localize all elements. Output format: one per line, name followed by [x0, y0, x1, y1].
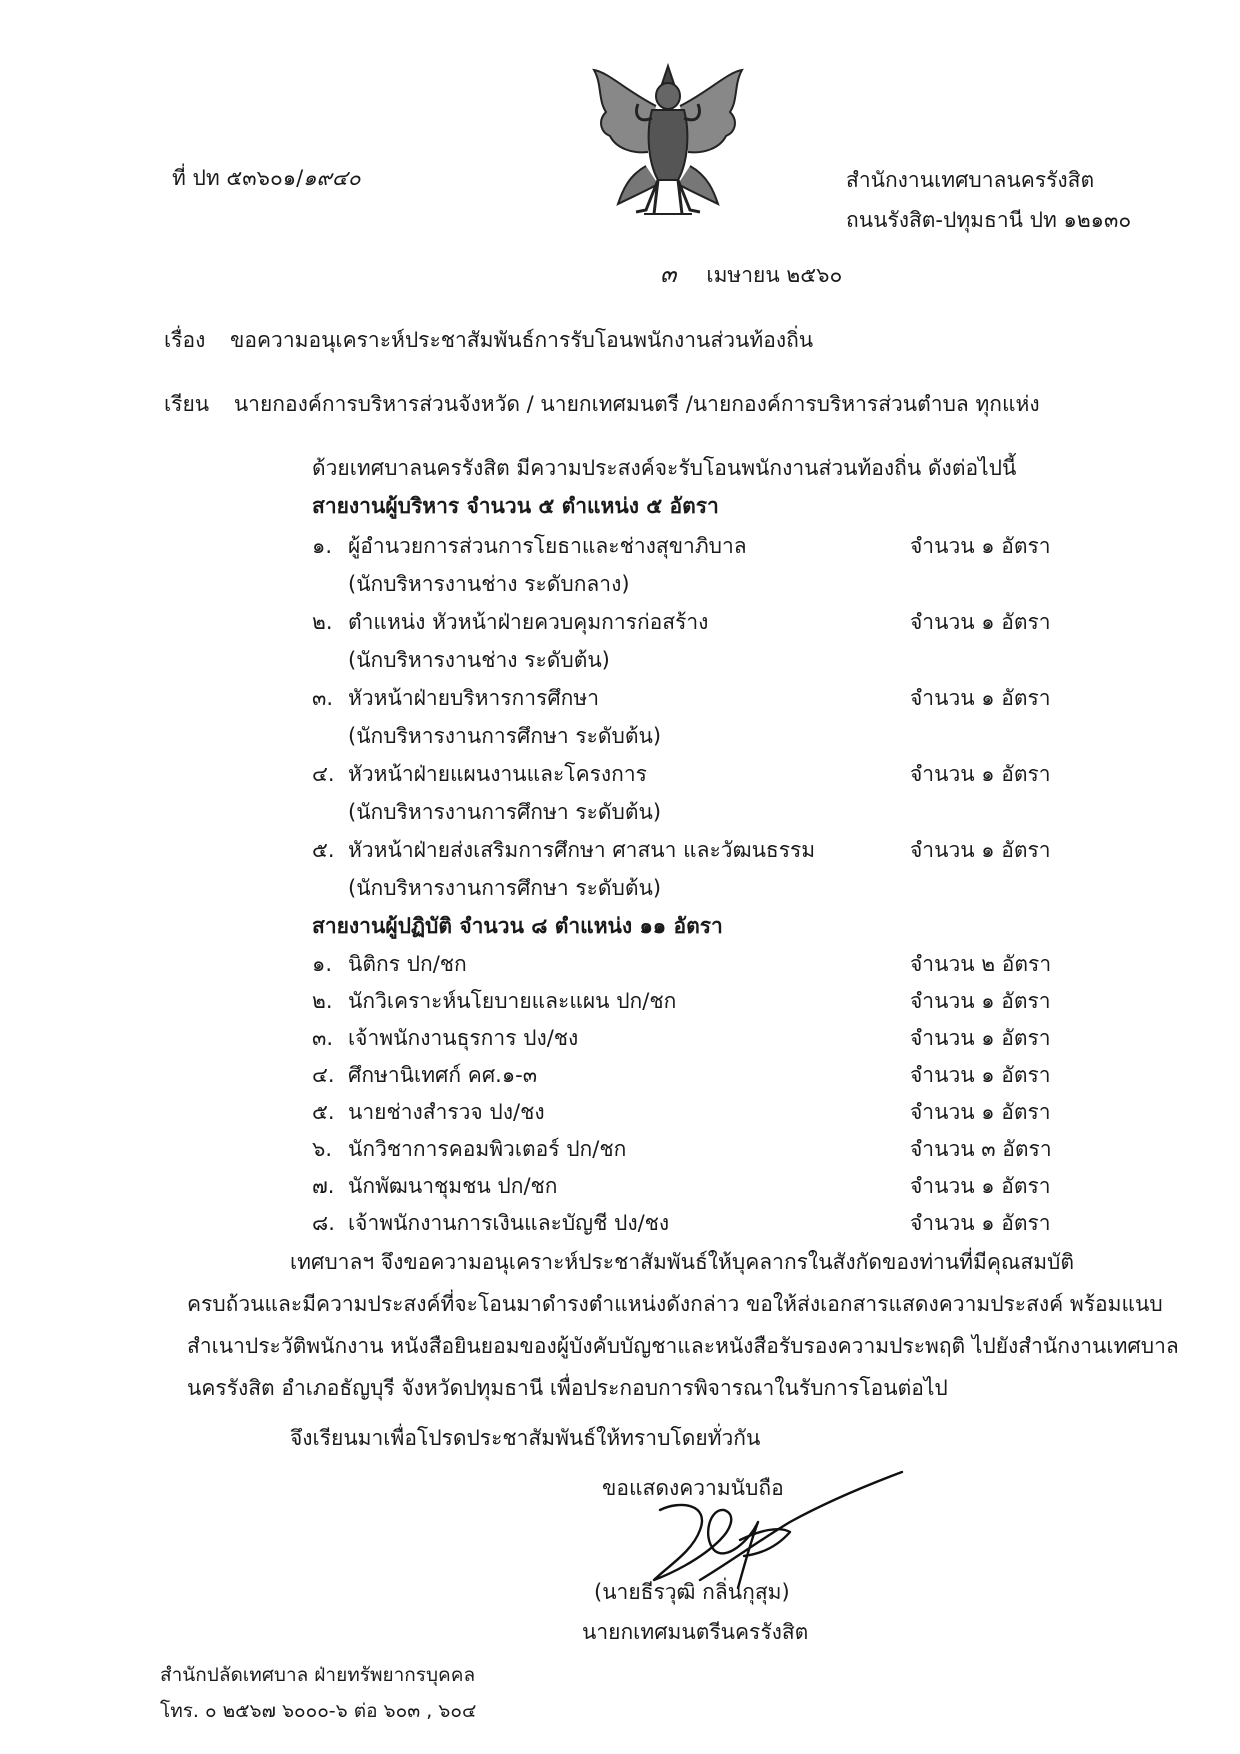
executive-section-heading: สายงานผู้บริหาร จำนวน ๕ ตำแหน่ง ๕ อัตรา [312, 494, 719, 518]
position-count: จำนวน ๑ อัตรา [910, 1211, 1051, 1235]
position-count: จำนวน ๑ อัตรา [910, 989, 1051, 1013]
position-number: ๓. [312, 1026, 334, 1050]
position-count: จำนวน ๑ อัตรา [910, 686, 1051, 710]
position-count: จำนวน ๑ อัตรา [910, 1100, 1051, 1124]
position-number: ๗. [312, 1174, 335, 1198]
position-count: จำนวน ๑ อัตรา [910, 1063, 1051, 1087]
position-count: จำนวน ๓ อัตรา [910, 1137, 1052, 1161]
operational-section-heading: สายงานผู้ปฏิบัติ จำนวน ๘ ตำแหน่ง ๑๑ อัตรา [312, 914, 723, 938]
subject-label: เรื่อง [164, 328, 206, 352]
closing-line: จึงเรียนมาเพื่อโปรดประชาสัมพันธ์ให้ทราบโดยทั่วกัน [290, 1426, 761, 1450]
position-number: ๑. [312, 534, 333, 558]
paragraph-line: นครรังสิต อำเภอธัญบุรี จังหวัดปทุมธานี เพื่อประกอบการพิจารณาในรับการโอนต่อไป [187, 1376, 948, 1400]
position-count: จำนวน ๑ อัตรา [910, 534, 1051, 558]
position-title: นักพัฒนาชุมชน ปก/ชก [348, 1174, 558, 1198]
position-number: ๒. [312, 610, 333, 634]
reference-number [172, 168, 361, 189]
position-number: ๒. [312, 989, 333, 1013]
position-title: นักวิชาการคอมพิวเตอร์ ปก/ชก [348, 1137, 627, 1161]
position-title: นักวิเคราะห์นโยบายและแผน ปก/ชก [348, 989, 677, 1013]
regards-text: ขอแสดงความนับถือ [602, 1476, 784, 1500]
position-number: ๕. [312, 838, 335, 862]
reference-number-handwritten: ๑๙๔๐ [303, 166, 361, 190]
position-level: (นักบริหารงานการศึกษา ระดับต้น) [348, 876, 662, 900]
position-title: หัวหน้าฝ่ายส่งเสริมการศึกษา ศาสนา และวัฒนธรรม [348, 838, 816, 862]
position-title: นายช่างสำรวจ ปง/ชง [348, 1100, 545, 1124]
position-count: จำนวน ๑ อัตรา [910, 762, 1051, 786]
position-number: ๑. [312, 952, 333, 976]
date-month-year: เมษายน ๒๕๖๐ [706, 263, 843, 287]
position-count: จำนวน ๑ อัตรา [910, 1026, 1051, 1050]
position-number: ๔. [312, 762, 335, 786]
sender-office: สำนักงานเทศบาลนครรังสิต [846, 168, 1095, 192]
position-level: (นักบริหารงานช่าง ระดับต้น) [348, 648, 610, 672]
subject-line [164, 330, 813, 351]
position-number: ๖. [312, 1137, 333, 1161]
position-title: นิติกร ปก/ชก [348, 952, 467, 976]
position-level: (นักบริหารงานช่าง ระดับกลาง) [348, 572, 630, 596]
paragraph-line: ครบถ้วนและมีความประสงค์ที่จะโอนมาดำรงตำแหน่งดังกล่าว ขอให้ส่งเอกสารแสดงความประสงค์ พร้อมแนบ [187, 1292, 1163, 1316]
position-number: ๔. [312, 1063, 335, 1087]
position-count: จำนวน ๑ อัตรา [910, 1174, 1051, 1198]
position-title: ศึกษานิเทศก์ คศ.๑-๓ [348, 1063, 538, 1087]
intro-paragraph: ด้วยเทศบาลนครรังสิต มีความประสงค์จะรับโอนพนักงานส่วนท้องถิ่น ดังต่อไปนี้ [312, 456, 1017, 480]
position-title: เจ้าพนักงานธุรการ ปง/ชง [348, 1026, 579, 1050]
position-title: หัวหน้าฝ่ายแผนงานและโครงการ [348, 762, 647, 786]
position-number: ๕. [312, 1100, 335, 1124]
position-count: จำนวน ๑ อัตรา [910, 838, 1051, 862]
position-number: ๘. [312, 1211, 335, 1235]
subject-text: ขอความอนุเคราะห์ประชาสัมพันธ์การรับโอนพนักงานส่วนท้องถิ่น [230, 328, 814, 352]
position-title: เจ้าพนักงานการเงินและบัญชี ปง/ชง [348, 1211, 670, 1235]
recipient-label: เรียน [164, 392, 210, 416]
sender-address: ถนนรังสิต-ปทุมธานี ปท ๑๒๑๓๐ [846, 208, 1132, 232]
signer-position: นายกเทศมนตรีนครรังสิต [582, 1620, 809, 1644]
position-level: (นักบริหารงานการศึกษา ระดับต้น) [348, 724, 662, 748]
position-title: หัวหน้าฝ่ายบริหารการศึกษา [348, 686, 600, 710]
reference-prefix: ที่ ปท ๕๓๖๐๑/ [172, 166, 304, 190]
letter-date [660, 262, 842, 286]
garuda-emblem-icon [588, 62, 748, 227]
signer-name: (นายธีรวุฒิ กลิ่นกุสุม) [594, 1580, 790, 1604]
position-count: จำนวน ๒ อัตรา [910, 952, 1052, 976]
recipient-line [164, 394, 1040, 415]
paragraph-line: เทศบาลฯ จึงขอความอนุเคราะห์ประชาสัมพันธ์ให้บุคลากรในสังกัดของท่านที่มีคุณสมบัติ [290, 1250, 1075, 1274]
position-level: (นักบริหารงานการศึกษา ระดับต้น) [348, 800, 662, 824]
recipient-text: นายกองค์การบริหารส่วนจังหวัด / นายกเทศมนตรี /นายกองค์การบริหารส่วนตำบล ทุกแห่ง [233, 392, 1040, 416]
position-count: จำนวน ๑ อัตรา [910, 610, 1051, 634]
position-number: ๓. [312, 686, 334, 710]
position-title: ตำแหน่ง หัวหน้าฝ่ายควบคุมการก่อสร้าง [348, 610, 709, 634]
position-title: ผู้อำนวยการส่วนการโยธาและช่างสุขาภิบาล [348, 534, 747, 558]
date-day-handwritten: ๓ [660, 260, 677, 288]
footer-department: สำนักปลัดเทศบาล ฝ่ายทรัพยากรบุคคล [160, 1664, 476, 1686]
footer-phone: โทร. ๐ ๒๕๖๗ ๖๐๐๐-๖ ต่อ ๖๐๓ , ๖๐๔ [160, 1700, 477, 1722]
paragraph-line: สำเนาประวัติพนักงาน หนังสือยินยอมของผู้บังคับบัญชาและหนังสือรับรองความประพฤติ ไปยังสำนักงานเทศบาล [187, 1334, 1179, 1358]
